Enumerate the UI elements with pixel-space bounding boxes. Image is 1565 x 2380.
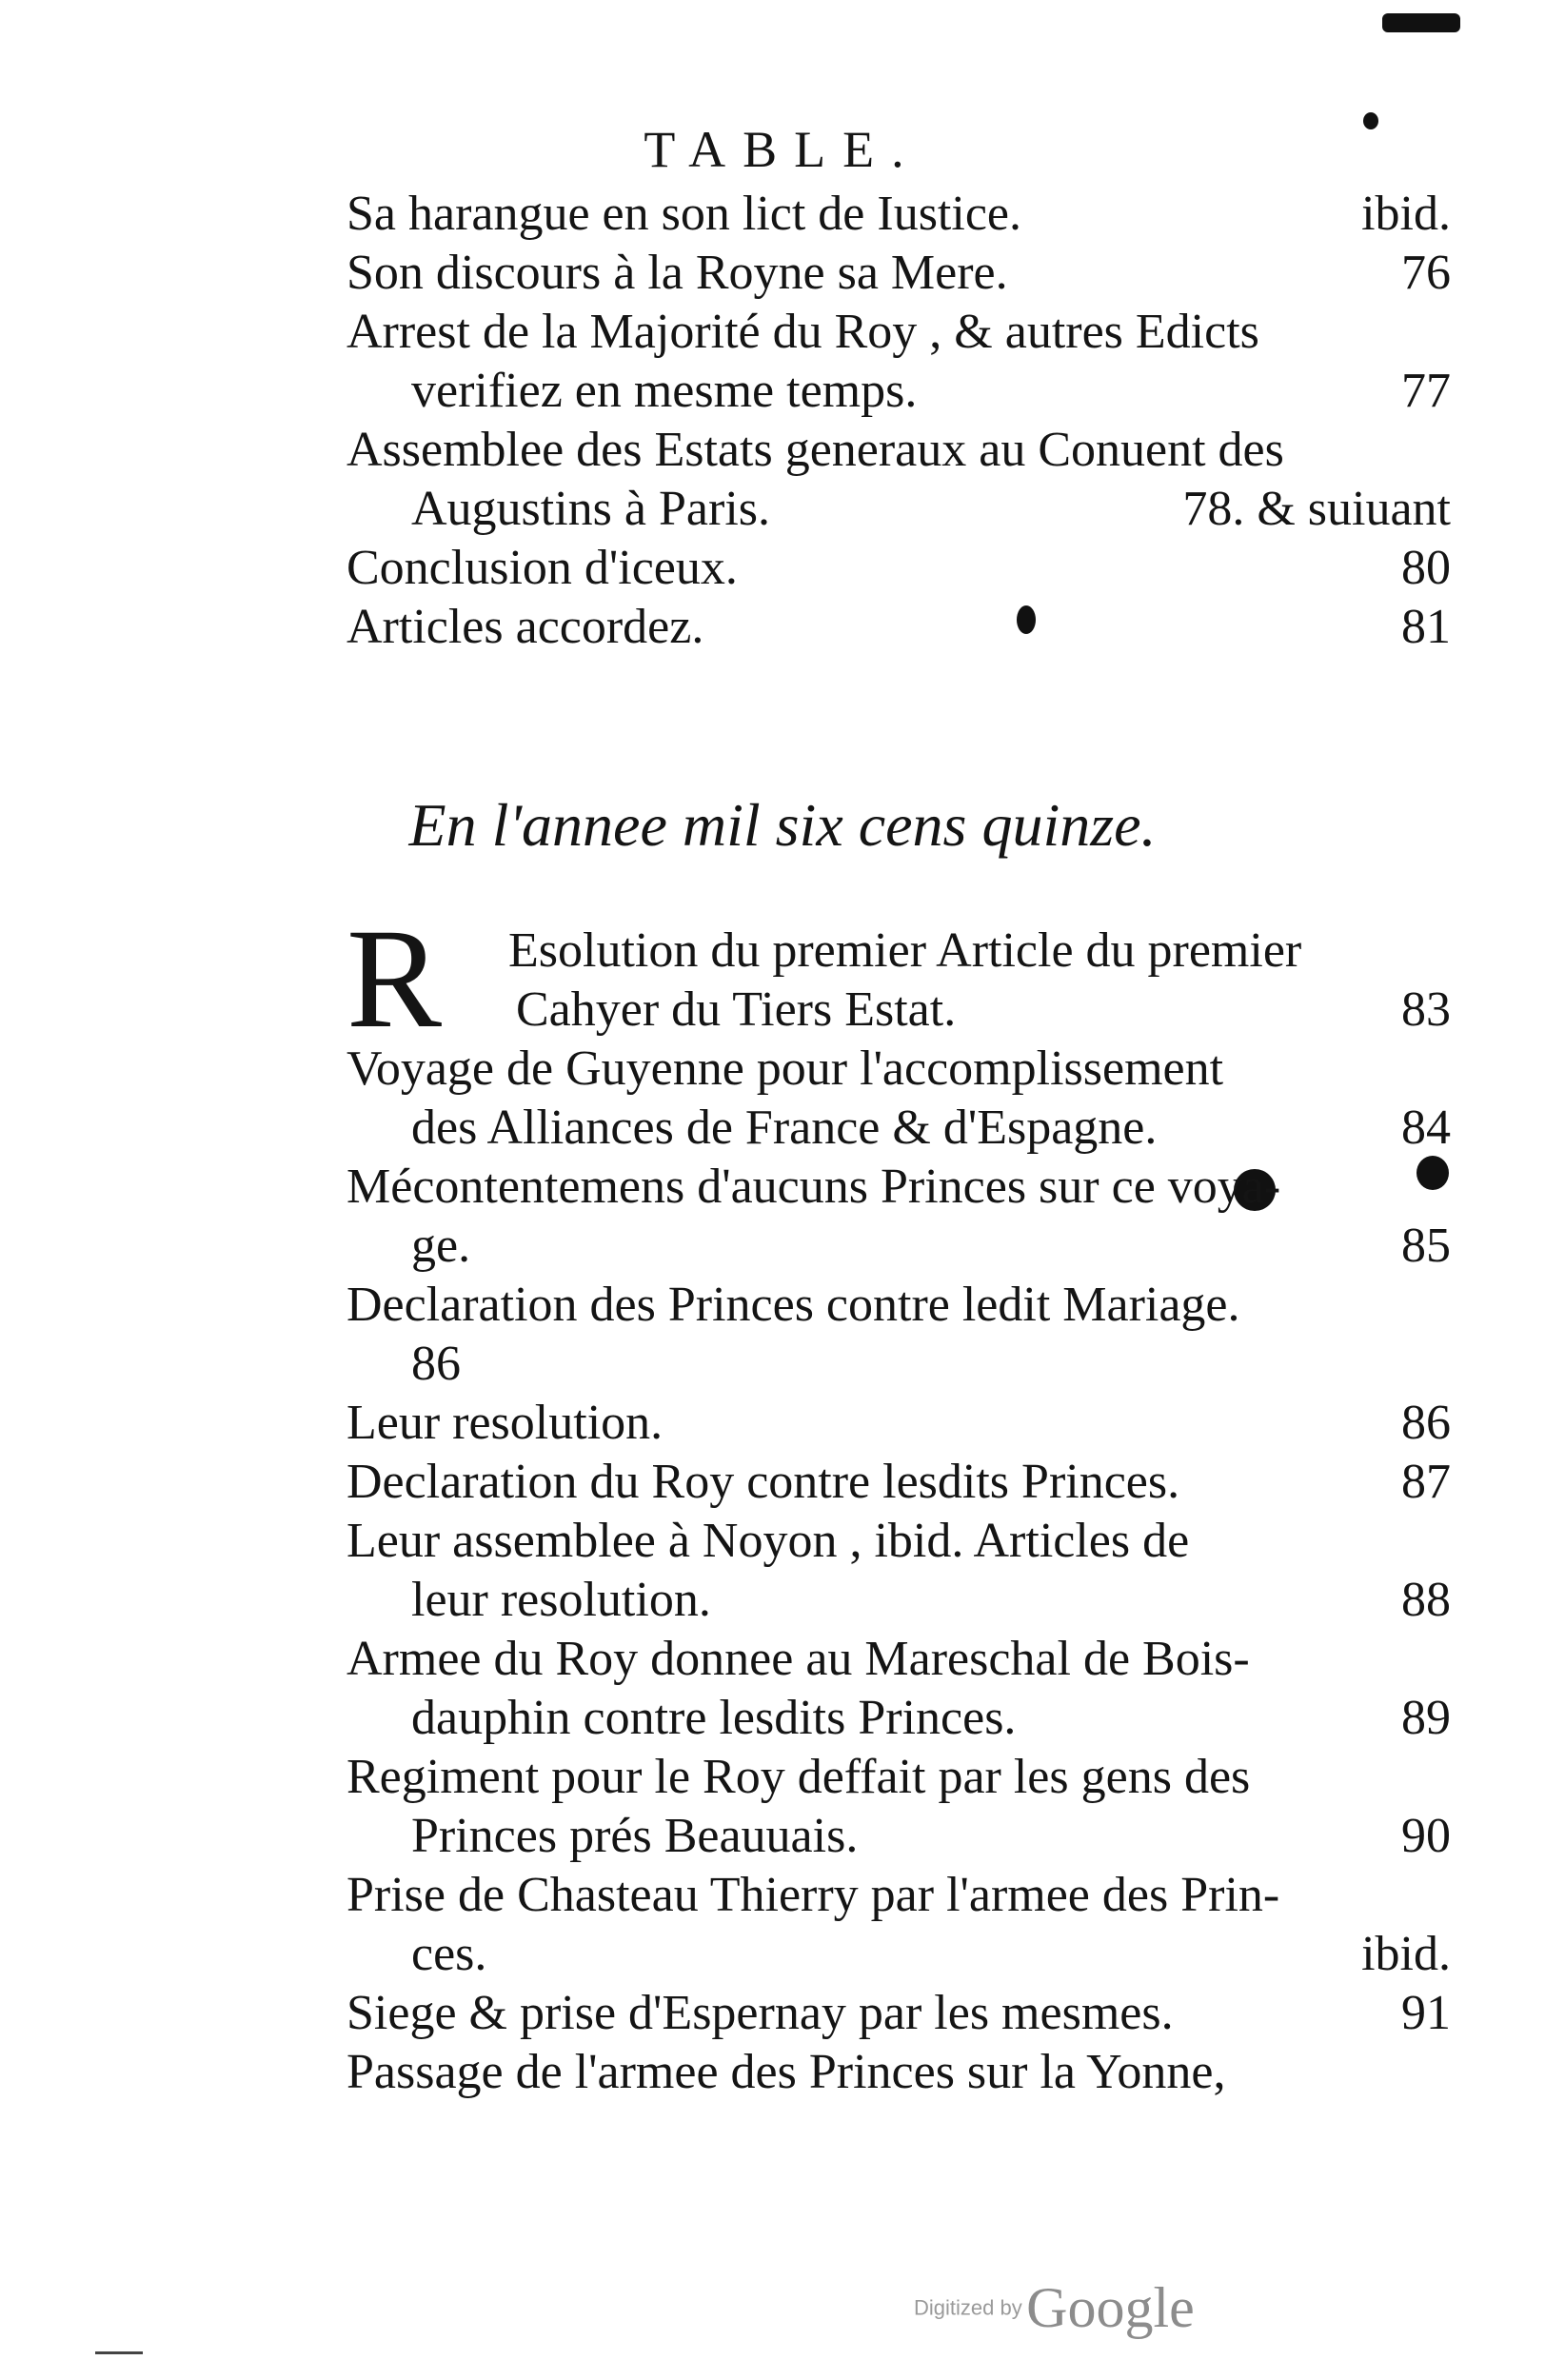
index-entry [347, 421, 1451, 539]
index-entry [347, 1866, 1451, 1984]
index-block-top [347, 185, 1451, 657]
entry-text: Leur assemblee à Noyon , ibid. Articles de [347, 1514, 1190, 1568]
page-reference: 80 [1401, 541, 1451, 595]
index-entry [347, 598, 1451, 657]
index-entry [347, 1276, 1451, 1394]
entry-text: Conclusion d'iceux. [347, 541, 738, 595]
index-entry [347, 1512, 1451, 1630]
page-reference: 87 [1401, 1455, 1451, 1509]
entry-text: Declaration des Princes contre ledit Mariage. [347, 1278, 1240, 1332]
page-reference: 78. & suiuant [1182, 482, 1451, 536]
index-entry [347, 244, 1451, 303]
page-header: TABLE. [644, 121, 921, 178]
page-reference: 91 [1401, 1986, 1451, 2040]
index-entry [347, 185, 1451, 244]
page-reference: 81 [1401, 600, 1451, 654]
digitization-watermark [914, 2275, 1195, 2341]
entry-text: Sa harangue en son lict de Iustice. [347, 187, 1021, 241]
index-block-bottom [347, 900, 1451, 2102]
entry-text: Mécontentemens d'aucuns Princes sur ce voya- [347, 1160, 1281, 1214]
index-entry [347, 2043, 1451, 2102]
page-reference: 86 [1401, 1396, 1451, 1450]
entry-text-continued: leur resolution. [411, 1573, 711, 1627]
page-reference: 83 [1401, 982, 1451, 1037]
entry-text-continued: dauphin contre lesdits Princes. [411, 1691, 1017, 1745]
margin-rule [95, 2351, 143, 2354]
page-reference: 77 [1401, 364, 1451, 418]
entry-text-continued: ge. [411, 1219, 471, 1273]
index-entry [347, 303, 1451, 421]
page-reference: 90 [1401, 1809, 1451, 1863]
entry-text-continued: verifiez en mesme temps. [411, 364, 918, 418]
drop-cap: R [347, 900, 443, 1058]
index-entry [347, 1748, 1451, 1866]
entry-text: Regiment pour le Roy deffait par les gens des [347, 1750, 1251, 1804]
entry-text: Declaration du Roy contre lesdits Princes. [347, 1455, 1180, 1509]
entry-text: Voyage de Guyenne pour l'accomplissement [347, 1041, 1224, 1096]
entry-text: Armee du Roy donnee au Mareschal de Bois- [347, 1632, 1250, 1686]
entry-text-continued: ces. [411, 1927, 487, 1981]
entry-text-continued: Augustins à Paris. [411, 482, 770, 536]
page-reference: ibid. [1361, 187, 1451, 241]
page-reference: 85 [1401, 1219, 1451, 1273]
entry-text: Arrest de la Majorité du Roy , & autres Edicts [347, 305, 1259, 359]
page-reference: 84 [1401, 1101, 1451, 1155]
page-reference: ibid. [1361, 1927, 1451, 1981]
entry-page-number: 86 [411, 1337, 461, 1391]
index-entry [347, 1453, 1451, 1512]
entry-text-continued: des Alliances de France & d'Espagne. [411, 1101, 1158, 1155]
index-entry [347, 1630, 1451, 1748]
index-entry [347, 539, 1451, 598]
index-entry [347, 1394, 1451, 1453]
ink-blot-top-right [1382, 13, 1460, 32]
entry-text-continued: Princes prés Beauuais. [411, 1809, 859, 1863]
entry-text: Passage de l'armee des Princes sur la Yonne, [347, 2045, 1226, 2099]
watermark-label: Digitized by [914, 2295, 1022, 2320]
entry-text: Leur resolution. [347, 1396, 664, 1450]
index-entry [347, 1984, 1451, 2043]
entry-text: Articles accordez. [347, 600, 704, 654]
page-reference: 88 [1401, 1573, 1451, 1627]
entry-text: Prise de Chasteau Thierry par l'armee des Prin- [347, 1868, 1280, 1922]
entry-text-continued: Cahyer du Tiers Estat. [516, 982, 957, 1037]
index-entry [347, 900, 1451, 1058]
entry-text: Siege & prise d'Espernay par les mesmes. [347, 1986, 1174, 2040]
watermark-brand: Google [1026, 2276, 1195, 2339]
section-title: En l'annee mil six cens quinze. [408, 791, 1157, 859]
entry-text: Esolution du premier Article du premier [508, 923, 1302, 978]
entry-text: Assemblee des Estats generaux au Conuent des [347, 423, 1284, 477]
entry-text: Son discours à la Royne sa Mere. [347, 246, 1008, 300]
page-reference: 89 [1401, 1691, 1451, 1745]
page-reference: 76 [1401, 246, 1451, 300]
index-entry [347, 1040, 1451, 1158]
index-entry [347, 1158, 1451, 1276]
